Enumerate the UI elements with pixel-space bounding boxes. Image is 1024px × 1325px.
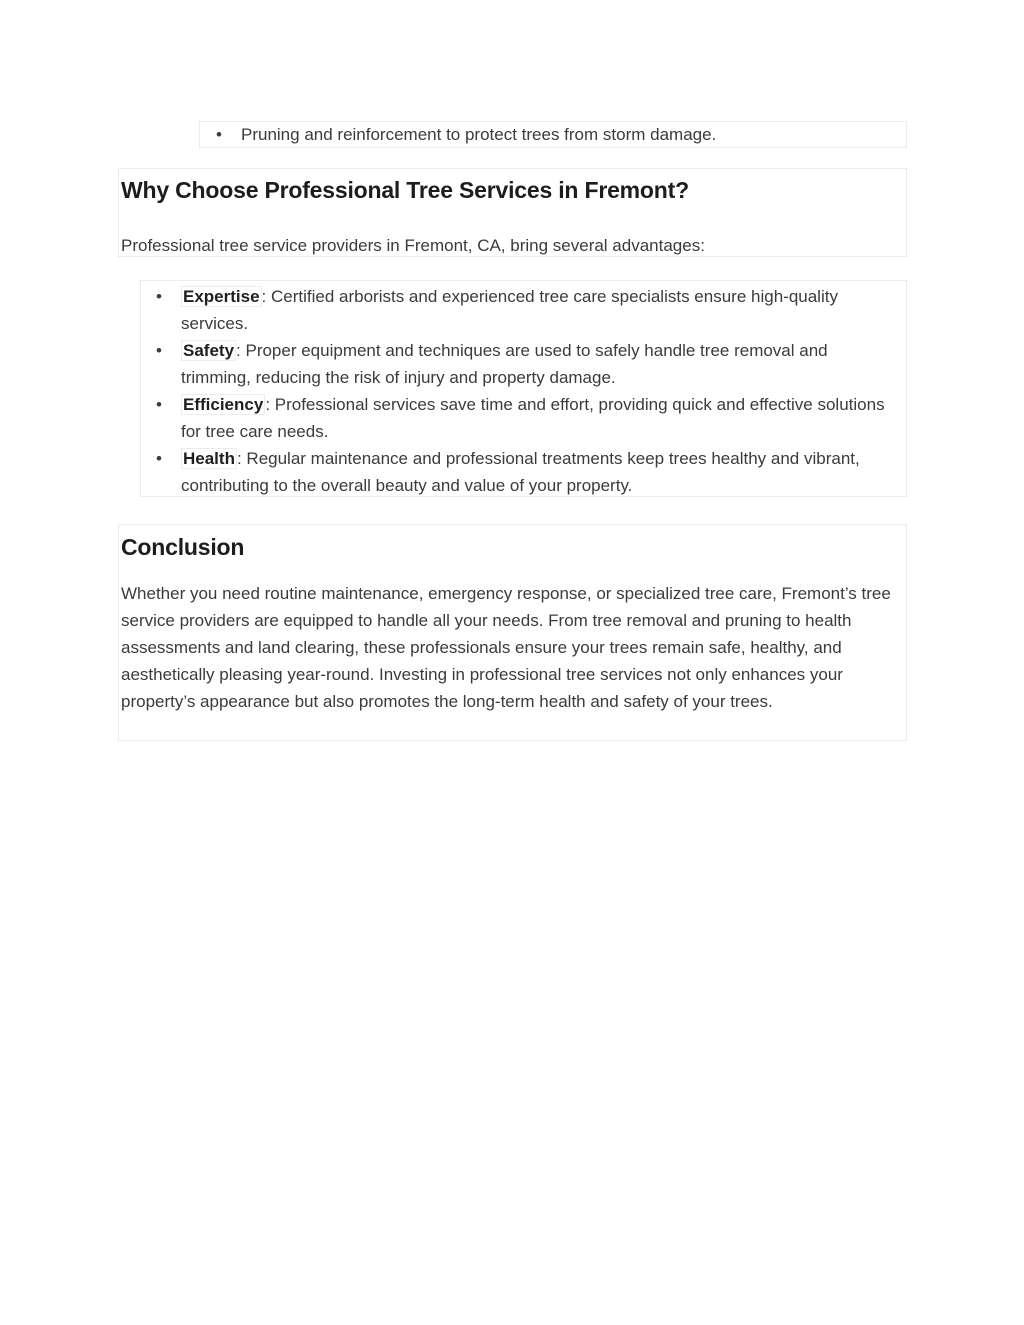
list-item: [141, 445, 900, 499]
advantages-list-box: [140, 280, 907, 497]
conclusion-body-text: Whether you need routine maintenance, emergency response, or specialized tree care, Fremont’s tree service providers are equipped to handle all your needs. From tree removal and pruning to health assessments and land clearing, these professionals ensure your trees remain safe, healthy, and aesthetically pleasing year-round. Investing in professional tree services not only enhances your property’s appearance but also promotes the long-term health and safety of your trees.: [121, 584, 891, 711]
advantage-term: Health: [183, 449, 235, 468]
why-choose-heading: Why Choose Professional Tree Services in Fremont?: [121, 177, 689, 203]
advantage-text: : Professional services save time and effort, providing quick and effective solutions for tree care needs.: [181, 395, 885, 441]
advantage-term: Efficiency: [183, 395, 264, 414]
advantages-list: [141, 283, 900, 499]
advantage-term: Expertise: [183, 287, 260, 306]
storm-damage-bullet-text: • Pruning and reinforcement to protect trees from storm damage.: [200, 122, 906, 147]
conclusion-section: [118, 524, 907, 741]
why-choose-section: [118, 168, 907, 257]
storm-damage-bullet-box: [199, 121, 907, 148]
advantage-text: : Certified arborists and experienced tree care specialists ensure high-quality services.: [181, 287, 838, 333]
advantage-text: : Proper equipment and techniques are used to safely handle tree removal and trimming, reducing the risk of injury and property damage.: [181, 341, 828, 387]
list-item: [141, 391, 900, 445]
advantage-term: Safety: [183, 341, 235, 360]
list-item: [141, 283, 900, 337]
why-choose-intro-text: Professional tree service providers in Fremont, CA, bring several advantages:: [121, 236, 705, 255]
conclusion-heading: Conclusion: [121, 534, 245, 560]
advantage-text: : Regular maintenance and professional treatments keep trees healthy and vibrant, contributing to the overall beauty and value of your property.: [181, 449, 860, 495]
list-item: [141, 337, 900, 391]
